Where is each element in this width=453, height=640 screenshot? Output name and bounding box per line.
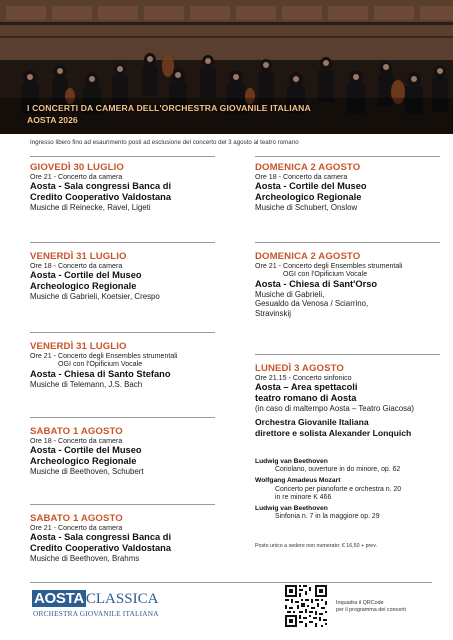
event-venue: Aosta - Sala congressi Banca di — [30, 181, 172, 192]
event-type: Ore 21 - Concerto degli Ensembles strumentali — [30, 352, 178, 360]
event-date: SABATO 1 AGOSTO — [30, 513, 123, 524]
qr-code[interactable] — [284, 584, 328, 628]
event-card — [255, 242, 440, 318]
event-music: Gesualdo da Venosa / Sciarrino, — [255, 299, 369, 309]
event-music: Stravinskij — [255, 308, 291, 318]
event-card — [255, 158, 440, 213]
event-venue: Aosta - Chiesa di Sant'Orso — [255, 278, 378, 289]
event-venue: Aosta - Chiesa di Santo Stefano — [30, 368, 171, 379]
event-venue: Aosta – Area spettacoli — [255, 382, 358, 393]
intro-note: Ingresso libero fino ad esaurimento posti ad esclusione del concerto del 3 agosto al teatro romano — [30, 139, 299, 146]
event-venue: Aosta - Cortile del Museo — [30, 445, 142, 456]
event-card — [30, 332, 215, 389]
logo-subtitle: ORCHESTRA GIOVANILE ITALIANA — [33, 609, 159, 618]
event-music: Musiche di Beethoven, Schubert — [30, 467, 144, 477]
event-music: Musiche di Beethoven, Brahms — [30, 554, 140, 564]
logo-classica: CLASSICA — [85, 591, 159, 607]
divider — [255, 354, 440, 355]
divider — [30, 332, 215, 333]
page-subtitle: AOSTA 2026 — [27, 115, 78, 125]
event-venue: Archeologico Regionale — [30, 281, 137, 292]
event-venue: Archeologico Regionale — [255, 192, 362, 203]
qr-code-caption — [336, 600, 406, 613]
event-venue: Credito Cooperativo Valdostana — [30, 192, 172, 203]
event-weather-note: (in caso di maltempo Aosta – Teatro Giacosa) — [255, 404, 415, 414]
event-type: Ore 21 - Concerto da camera — [30, 173, 123, 181]
program-list — [255, 458, 401, 521]
event-venue: teatro romano di Aosta — [255, 393, 357, 404]
event-date: DOMENICA 2 AGOSTO — [255, 162, 361, 173]
event-type: Ore 21 - Concerto degli Ensembles strumentali — [255, 262, 403, 270]
event-date: DOMENICA 2 AGOSTO — [255, 251, 361, 262]
event-music: Musiche di Schubert, Onslow — [255, 203, 358, 213]
event-type: Ore 18 - Concerto da camera — [30, 262, 123, 270]
orchestra-photo — [0, 0, 453, 134]
ticket-price-note: Posto unico a sedere non numerato: € 16,50 + prev. — [255, 543, 377, 549]
event-type: Ore 21 - Concerto da camera — [30, 524, 123, 532]
divider — [255, 242, 440, 243]
program-work: in re minore K 466 — [275, 493, 332, 501]
event-date: VENERDÌ 31 LUGLIO — [30, 251, 127, 262]
event-card — [30, 242, 215, 302]
event-music: Musiche di Telemann, J.S. Bach — [30, 379, 143, 389]
event-venue: Aosta - Cortile del Museo — [30, 270, 142, 281]
program-work: Sinfonia n. 7 in la maggiore op. 29 — [275, 513, 380, 521]
qr-code-icon — [284, 584, 328, 628]
logo-aosta: AOSTA — [34, 590, 84, 607]
orchestra-photo-illustration — [0, 0, 453, 134]
event-music: Musiche di Gabrieli, — [255, 289, 325, 299]
event-type: Ore 21.15 - Concerto sinfonico — [255, 374, 352, 382]
event-music: Musiche di Gabrieli, Koetsier, Crespo — [30, 292, 160, 302]
event-type: Ore 18 - Concerto da camera — [30, 437, 123, 445]
event-venue: Aosta - Cortile del Museo — [255, 181, 367, 192]
program-composer: Ludwig van Beethoven — [255, 458, 328, 465]
event-venue: Archeologico Regionale — [30, 456, 137, 467]
footer-divider — [30, 582, 432, 583]
divider — [30, 156, 215, 157]
event-card — [255, 354, 440, 549]
event-date: LUNEDÌ 3 AGOSTO — [255, 363, 344, 374]
event-card — [30, 504, 215, 564]
event-date: VENERDÌ 31 LUGLIO — [30, 341, 127, 352]
event-music: Musiche di Reinecke, Ravel, Ligeti — [30, 203, 151, 213]
program-composer: Wolfgang Amadeus Mozart — [255, 477, 341, 485]
logo-wordmark — [32, 590, 158, 608]
page-title: I CONCERTI DA CAMERA DELL'ORCHESTRA GIOVANILE ITALIANA — [27, 103, 311, 113]
program-work: Concerto per pianoforte e orchestra n. 20 — [275, 485, 402, 493]
event-venue: Aosta - Sala congressi Banca di — [30, 532, 172, 543]
qr-caption-line: Inquadra il QRCode — [336, 600, 384, 606]
divider — [255, 156, 440, 157]
program-work: Coriolano, ouverture in do minore, op. 62 — [275, 466, 401, 474]
event-date: GIOVEDÌ 30 LUGLIO — [30, 162, 124, 173]
divider — [30, 242, 215, 243]
event-performers: direttore e solista Alexander Lonquich — [255, 427, 412, 438]
aostaclassica-logo — [32, 590, 172, 624]
event-performers: Orchestra Giovanile Italiana — [255, 416, 369, 427]
divider — [30, 417, 215, 418]
event-card — [30, 417, 215, 477]
event-type: Ore 18 - Concerto da camera — [255, 173, 348, 181]
program-composer: Ludwig van Beethoven — [255, 505, 328, 513]
event-date: SABATO 1 AGOSTO — [30, 426, 123, 437]
event-card — [30, 158, 215, 213]
divider — [30, 504, 215, 505]
qr-caption-line: per il programma dei concerti — [336, 606, 406, 613]
event-type: OGI con l'Opificium Vocale — [283, 270, 368, 279]
event-venue: Credito Cooperativo Valdostana — [30, 543, 172, 554]
event-type: OGI con l'Opificium Vocale — [58, 360, 143, 369]
